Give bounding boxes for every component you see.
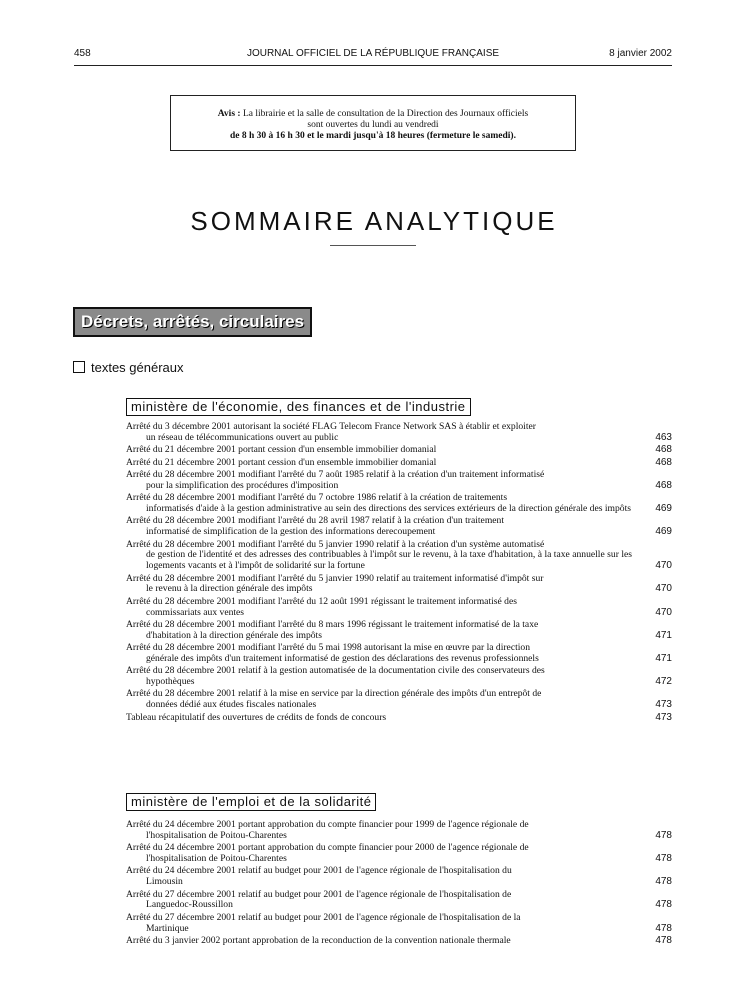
page-reference: 478 bbox=[655, 899, 672, 911]
page-number: 458 bbox=[74, 48, 91, 59]
list-item bbox=[126, 713, 672, 724]
notice-box bbox=[170, 95, 576, 151]
page-reference: 471 bbox=[655, 652, 672, 664]
entry-title: Arrêté du 28 décembre 2001 modifiant l'arrêté du 12 août 1991 régissant le traitement informatisé des bbox=[126, 595, 517, 607]
list-item bbox=[126, 470, 672, 492]
list-item bbox=[126, 866, 672, 888]
entry-continuation: Limousin bbox=[146, 876, 183, 888]
list-item bbox=[126, 643, 672, 665]
list-item bbox=[126, 620, 672, 642]
page-reference: 472 bbox=[655, 676, 672, 688]
page-reference: 468 bbox=[655, 456, 672, 468]
list-item bbox=[126, 666, 672, 688]
entry-title: Arrêté du 3 décembre 2001 autorisant la société FLAG Telecom France Network SAS à établir et exploiter bbox=[126, 421, 536, 432]
list-item bbox=[126, 843, 672, 865]
list-item bbox=[126, 936, 672, 947]
entry-title: Tableau récapitulatif des ouvertures de crédits de fonds de concours bbox=[126, 711, 387, 723]
page-reference: 478 bbox=[655, 876, 672, 888]
list-item bbox=[126, 422, 672, 444]
entry-title: Arrêté du 28 décembre 2001 modifiant l'arrêté du 7 octobre 1986 relatif à la création de traitements bbox=[126, 492, 508, 504]
title-rule bbox=[330, 245, 416, 246]
page-reference: 473 bbox=[655, 711, 672, 723]
entry-continuation: un réseau de télécommunications ouvert au public bbox=[146, 431, 339, 443]
entry-continuation: données dédié aux études fiscales nationales bbox=[146, 699, 317, 711]
entry-title: Arrêté du 28 décembre 2001 modifiant l'arrêté du 5 mai 1998 autorisant la mise en œuvre par la direction bbox=[126, 642, 530, 654]
entry-continuation: d'habitation à la direction générale des impôts bbox=[146, 629, 322, 641]
subsection-label: textes généraux bbox=[91, 360, 184, 375]
page-reference: 471 bbox=[655, 629, 672, 641]
issue-date: 8 janvier 2002 bbox=[609, 48, 672, 59]
entry-title: Arrêté du 28 décembre 2001 relatif à la gestion automatisée de la documentation civile des conservateurs des bbox=[126, 665, 545, 677]
entry-title: Arrêté du 21 décembre 2001 portant cession d'un ensemble immobilier domanial bbox=[126, 444, 437, 456]
notice-line-2: sont ouvertes du lundi au vendredi bbox=[307, 120, 439, 130]
list-item bbox=[126, 689, 672, 711]
ministry-entries bbox=[126, 422, 672, 725]
page-reference: 478 bbox=[655, 934, 672, 946]
page-reference: 463 bbox=[655, 431, 672, 443]
list-item bbox=[126, 540, 672, 572]
entry-title: Arrêté du 28 décembre 2001 modifiant l'arrêté du 8 mars 1996 régissant le traitement informatisé de la taxe bbox=[126, 618, 539, 630]
entry-continuation: hypothèques bbox=[146, 676, 195, 688]
page-title: SOMMAIRE ANALYTIQUE bbox=[190, 206, 558, 236]
ministry-heading: ministère de l'emploi et de la solidarité bbox=[126, 793, 376, 811]
ministry-entries bbox=[126, 820, 672, 948]
list-item bbox=[126, 820, 672, 842]
list-item bbox=[126, 913, 672, 935]
entry-title: Arrêté du 28 décembre 2001 modifiant l'arrêté du 7 août 1985 relatif à la création d'un traitement informatisé bbox=[126, 468, 545, 480]
entry-continuation: Martinique bbox=[146, 922, 189, 934]
notice-line-1: La librairie et la salle de consultation de la Direction des Journaux officiels bbox=[242, 109, 529, 119]
ministry-heading: ministère de l'économie, des finances et de l'industrie bbox=[126, 398, 471, 416]
page-reference: 478 bbox=[655, 922, 672, 934]
page-reference: 469 bbox=[655, 526, 672, 538]
page-reference: 470 bbox=[655, 583, 672, 595]
list-item bbox=[126, 516, 672, 538]
list-item bbox=[126, 493, 672, 515]
entry-continuation: l'hospitalisation de Poitou-Charentes bbox=[146, 852, 287, 864]
entry-continuation: commissariats aux ventes bbox=[146, 606, 245, 618]
list-item bbox=[126, 445, 672, 456]
entry-continuation: pour la simplification des procédures d'imposition bbox=[146, 479, 339, 491]
entry-continuation: de gestion de l'identité et des adresses des contribuables à l'impôt sur le revenu, à la taxe d'habitation, à la taxe annuelle sur les logements vacants et à l'impôt de solidarité sur la fortune bbox=[146, 549, 632, 572]
entry-title: Arrêté du 24 décembre 2001 portant approbation du compte financier pour 1999 de l'agence régionale de bbox=[126, 819, 529, 830]
entry-continuation: générale des impôts d'un traitement informatisé de gestion des déclarations des revenus professionnels bbox=[146, 652, 539, 664]
page-reference: 470 bbox=[655, 560, 672, 572]
subsection-heading bbox=[73, 360, 184, 375]
page-header bbox=[74, 48, 672, 62]
page-reference: 468 bbox=[655, 444, 672, 456]
page-reference: 478 bbox=[655, 852, 672, 864]
section-heading: Décrets, arrêtés, circulaires bbox=[73, 307, 312, 337]
entry-title: Arrêté du 3 janvier 2002 portant approbation de la reconduction de la convention nationale thermale bbox=[126, 934, 511, 946]
page-reference: 470 bbox=[655, 606, 672, 618]
entry-continuation: l'hospitalisation de Poitou-Charentes bbox=[146, 829, 287, 841]
entry-title: Arrêté du 24 décembre 2001 portant approbation du compte financier pour 2000 de l'agence régionale de bbox=[126, 842, 529, 854]
entry-continuation: informatisé de simplification de la gestion des informations derecoupement bbox=[146, 526, 436, 538]
entry-title: Arrêté du 27 décembre 2001 relatif au budget pour 2001 de l'agence régionale de l'hospitalisation de bbox=[126, 888, 512, 900]
entry-title: Arrêté du 28 décembre 2001 relatif à la mise en service par la direction générale des impôts d'un entrepôt de bbox=[126, 688, 542, 700]
entry-continuation: informatisés d'aide à la gestion administrative au sein des directions des services extérieurs de la direction générale des impôts bbox=[146, 502, 631, 514]
notice-label: Avis : bbox=[217, 109, 241, 119]
entry-title: Arrêté du 27 décembre 2001 relatif au budget pour 2001 de l'agence régionale de l'hospitalisation de la bbox=[126, 911, 521, 923]
page-reference: 478 bbox=[655, 829, 672, 841]
entry-continuation: Languedoc-Roussillon bbox=[146, 899, 233, 911]
entry-title: Arrêté du 21 décembre 2001 portant cession d'un ensemble immobilier domanial bbox=[126, 456, 437, 468]
page-reference: 473 bbox=[655, 699, 672, 711]
list-item bbox=[126, 574, 672, 596]
page-reference: 469 bbox=[655, 502, 672, 514]
entry-title: Arrêté du 28 décembre 2001 modifiant l'arrêté du 5 janvier 1990 relatif à la création d'un système automatisé bbox=[126, 538, 545, 550]
page-reference: 468 bbox=[655, 479, 672, 491]
entry-title: Arrêté du 24 décembre 2001 relatif au budget pour 2001 de l'agence régionale de l'hospitalisation du bbox=[126, 865, 512, 877]
journal-title: JOURNAL OFFICIEL DE LA RÉPUBLIQUE FRANÇAISE bbox=[246, 48, 500, 59]
list-item bbox=[126, 890, 672, 912]
entry-continuation: le revenu à la direction générale des impôts bbox=[146, 583, 313, 595]
entry-title: Arrêté du 28 décembre 2001 modifiant l'arrêté du 28 avril 1987 relatif à la création d'un traitement bbox=[126, 515, 505, 527]
notice-line-3: de 8 h 30 à 16 h 30 et le mardi jusqu'à 18 heures (fermeture le samedi). bbox=[230, 131, 516, 141]
header-rule bbox=[74, 65, 672, 66]
entry-title: Arrêté du 28 décembre 2001 modifiant l'arrêté du 5 janvier 1990 relatif au traitement informatisé d'impôt sur bbox=[126, 572, 544, 584]
checkbox-icon bbox=[73, 361, 85, 373]
list-item bbox=[126, 597, 672, 619]
list-item bbox=[126, 458, 672, 469]
